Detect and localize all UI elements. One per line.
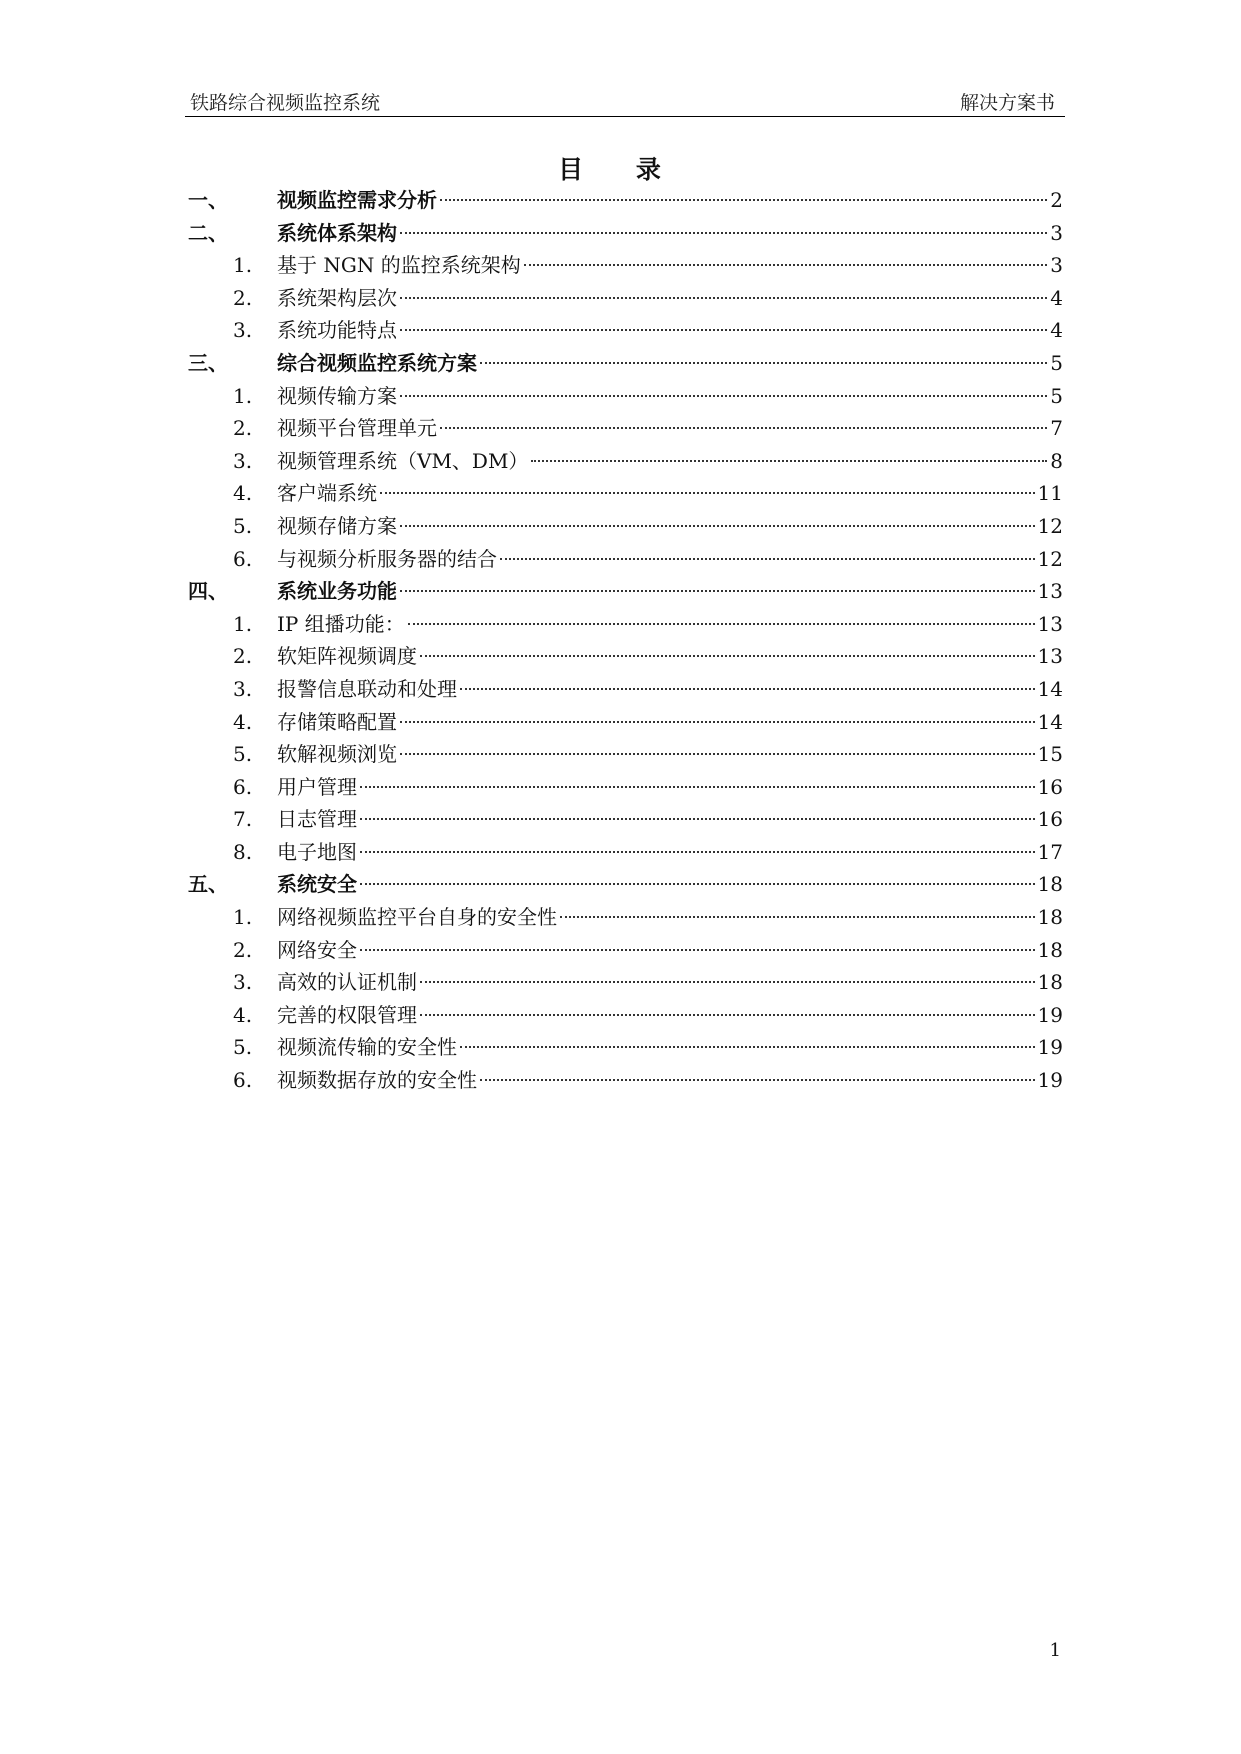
toc-entry-number: 2. [233, 416, 253, 441]
toc-entry-page-number: 5 [1050, 383, 1063, 408]
toc-entry-line [277, 738, 1063, 771]
toc-entry-page-number: 18 [1037, 937, 1063, 962]
toc-entry-line [277, 249, 1063, 282]
toc-dot-leader [360, 883, 1035, 885]
toc-chapter-entry[interactable] [188, 347, 1063, 380]
toc-entry-page-number: 14 [1037, 709, 1063, 734]
toc-entry-title: 高效的认证机制 [277, 970, 417, 995]
toc-entry-title: 系统功能特点 [277, 318, 397, 343]
toc-entry-line [277, 771, 1063, 804]
toc-entry-title: 网络安全 [277, 937, 357, 962]
toc-dot-leader [400, 329, 1047, 331]
toc-dot-leader [500, 558, 1035, 560]
toc-chapter-entry[interactable] [188, 575, 1063, 608]
toc-entry-number: 4. [233, 709, 253, 734]
toc-entry-number: 5. [233, 513, 253, 538]
toc-entry-page-number: 4 [1050, 318, 1063, 343]
toc-entry-number: 1. [233, 905, 253, 930]
toc-section-entry[interactable] [188, 934, 1063, 967]
toc-entry-page-number: 8 [1050, 448, 1063, 473]
toc-entry-number: 1. [233, 383, 253, 408]
toc-entry-number: 2. [233, 285, 253, 310]
toc-entry-line [277, 217, 1063, 250]
toc-entry-number: 1. [233, 253, 253, 278]
toc-entry-number: 二、 [188, 220, 228, 245]
toc-entry-title: 与视频分析服务器的结合 [277, 546, 497, 571]
toc-entry-page-number: 19 [1037, 1035, 1063, 1060]
toc-entry-title: 存储策略配置 [277, 709, 397, 734]
toc-entry-number: 五、 [188, 872, 228, 897]
toc-entry-number: 3. [233, 448, 253, 473]
toc-section-entry[interactable] [188, 314, 1063, 347]
toc-section-entry[interactable] [188, 412, 1063, 445]
toc-dot-leader [524, 264, 1048, 266]
toc-dot-leader [420, 655, 1035, 657]
toc-dot-leader [480, 1079, 1035, 1081]
toc-dot-leader [440, 427, 1047, 429]
toc-entry-line [277, 1064, 1063, 1097]
toc-entry-page-number: 13 [1037, 644, 1063, 669]
toc-section-entry[interactable] [188, 380, 1063, 413]
toc-entry-number: 三、 [188, 350, 228, 375]
toc-entry-page-number: 16 [1037, 807, 1063, 832]
toc-entry-line [277, 640, 1063, 673]
toc-entry-line [277, 803, 1063, 836]
toc-dot-leader [360, 818, 1035, 820]
toc-entry-line [277, 868, 1063, 901]
toc-section-entry[interactable] [188, 445, 1063, 478]
toc-dot-leader [460, 1046, 1035, 1048]
toc-entry-line [277, 706, 1063, 739]
toc-section-entry[interactable] [188, 771, 1063, 804]
toc-entry-title: 电子地图 [277, 839, 357, 864]
toc-chapter-entry[interactable] [188, 184, 1063, 217]
toc-entry-page-number: 13 [1037, 579, 1063, 604]
toc-section-entry[interactable] [188, 673, 1063, 706]
toc-entry-number: 3. [233, 676, 253, 701]
toc-entry-page-number: 15 [1037, 742, 1063, 767]
toc-section-entry[interactable] [188, 640, 1063, 673]
toc-entry-number: 2. [233, 644, 253, 669]
toc-entry-number: 5. [233, 742, 253, 767]
toc-section-entry[interactable] [188, 282, 1063, 315]
toc-section-entry[interactable] [188, 1031, 1063, 1064]
toc-entry-line [277, 934, 1063, 967]
table-of-contents [188, 184, 1063, 1097]
toc-entry-line [277, 380, 1063, 413]
toc-entry-line [277, 412, 1063, 445]
header-document-type: 解决方案书 [959, 92, 1055, 114]
toc-entry-number: 一、 [188, 188, 228, 212]
toc-section-entry[interactable] [188, 706, 1063, 739]
page-number: 1 [1049, 1640, 1061, 1661]
toc-entry-page-number: 4 [1050, 285, 1063, 310]
toc-dot-leader [420, 981, 1035, 983]
toc-entry-number: 1. [233, 611, 253, 636]
toc-entry-title: 综合视频监控系统方案 [277, 350, 477, 375]
toc-dot-leader [400, 753, 1035, 755]
toc-entry-page-number: 16 [1037, 774, 1063, 799]
toc-entry-title: 系统体系架构 [277, 220, 397, 245]
toc-entry-title: 基于 NGN 的监控系统架构 [277, 253, 521, 278]
toc-entry-page-number: 3 [1050, 253, 1063, 278]
toc-section-entry[interactable] [188, 999, 1063, 1032]
toc-dot-leader [531, 460, 1047, 462]
toc-dot-leader [400, 525, 1035, 527]
toc-entry-title: 视频传输方案 [277, 383, 397, 408]
toc-entry-line [277, 477, 1063, 510]
toc-entry-number: 四、 [188, 579, 228, 604]
toc-entry-line [277, 901, 1063, 934]
toc-entry-line [277, 673, 1063, 706]
toc-entry-page-number: 18 [1037, 905, 1063, 930]
toc-section-entry[interactable] [188, 608, 1063, 641]
toc-entry-page-number: 18 [1037, 872, 1063, 897]
toc-entry-line [277, 608, 1063, 641]
toc-entry-page-number: 12 [1037, 546, 1063, 571]
toc-entry-number: 8. [233, 839, 253, 864]
toc-entry-page-number: 3 [1050, 220, 1063, 245]
toc-entry-title: 系统安全 [277, 872, 357, 897]
toc-dot-leader [440, 199, 1047, 201]
toc-dot-leader [360, 786, 1035, 788]
toc-entry-number: 6. [233, 1068, 253, 1093]
toc-entry-line [277, 347, 1063, 380]
toc-dot-leader [460, 688, 1035, 690]
toc-dot-leader [400, 297, 1047, 299]
toc-entry-line [277, 1031, 1063, 1064]
toc-entry-number: 4. [233, 1002, 253, 1027]
toc-section-entry[interactable] [188, 477, 1063, 510]
toc-chapter-entry[interactable] [188, 217, 1063, 250]
toc-section-entry[interactable] [188, 249, 1063, 282]
toc-heading: 目 录 [558, 155, 683, 184]
toc-dot-leader [480, 362, 1047, 364]
toc-entry-line [277, 184, 1063, 217]
toc-dot-leader [560, 916, 1035, 918]
toc-entry-line [277, 510, 1063, 543]
toc-entry-title: 视频数据存放的安全性 [277, 1068, 477, 1093]
toc-dot-leader [408, 623, 1035, 625]
toc-entry-title: 软解视频浏览 [277, 742, 397, 767]
toc-dot-leader [400, 721, 1035, 723]
toc-entry-number: 3. [233, 318, 253, 343]
toc-entry-page-number: 19 [1037, 1002, 1063, 1027]
toc-section-entry[interactable] [188, 1064, 1063, 1097]
toc-entry-line [277, 999, 1063, 1032]
toc-entry-page-number: 13 [1037, 611, 1063, 636]
toc-entry-number: 7. [233, 807, 253, 832]
toc-entry-page-number: 18 [1037, 970, 1063, 995]
page-header [185, 88, 1065, 117]
toc-entry-number: 6. [233, 774, 253, 799]
toc-entry-title: 视频管理系统（VM、DM） [277, 448, 529, 473]
toc-dot-leader [360, 949, 1035, 951]
toc-section-entry[interactable] [188, 510, 1063, 543]
toc-dot-leader [380, 492, 1035, 494]
toc-entry-page-number: 2 [1050, 188, 1063, 212]
toc-entry-number: 4. [233, 481, 253, 506]
toc-section-entry[interactable] [188, 543, 1063, 576]
toc-section-entry[interactable] [188, 738, 1063, 771]
toc-entry-title: 用户管理 [277, 774, 357, 799]
toc-entry-line [277, 445, 1063, 478]
toc-section-entry[interactable] [188, 803, 1063, 836]
toc-entry-title: 视频存储方案 [277, 513, 397, 538]
toc-dot-leader [400, 232, 1047, 234]
toc-entry-number: 5. [233, 1035, 253, 1060]
toc-section-entry[interactable] [188, 836, 1063, 869]
toc-entry-line [277, 836, 1063, 869]
toc-entry-page-number: 7 [1050, 416, 1063, 441]
toc-entry-title: 视频流传输的安全性 [277, 1035, 457, 1060]
header-document-title: 铁路综合视频监控系统 [190, 92, 381, 114]
toc-section-entry[interactable] [188, 901, 1063, 934]
toc-entry-title: 客户端系统 [277, 481, 377, 506]
toc-entry-page-number: 14 [1037, 676, 1063, 701]
toc-entry-page-number: 19 [1037, 1068, 1063, 1093]
toc-entry-page-number: 5 [1050, 350, 1063, 375]
toc-entry-line [277, 575, 1063, 608]
toc-entry-title: 网络视频监控平台自身的安全性 [277, 905, 557, 930]
toc-dot-leader [400, 590, 1035, 592]
toc-entry-title: 软矩阵视频调度 [277, 644, 417, 669]
toc-entry-line [277, 966, 1063, 999]
toc-dot-leader [420, 1014, 1035, 1016]
toc-entry-title: 报警信息联动和处理 [277, 676, 457, 701]
toc-entry-number: 2. [233, 937, 253, 962]
toc-entry-page-number: 12 [1037, 513, 1063, 538]
toc-entry-title: 系统业务功能 [277, 579, 397, 604]
toc-entry-line [277, 314, 1063, 347]
toc-section-entry[interactable] [188, 966, 1063, 999]
toc-entry-page-number: 11 [1037, 481, 1063, 506]
toc-entry-title: 视频平台管理单元 [277, 416, 437, 441]
toc-chapter-entry[interactable] [188, 868, 1063, 901]
toc-entry-page-number: 17 [1037, 839, 1063, 864]
toc-entry-title: IP 组播功能： [277, 611, 405, 636]
toc-entry-title: 日志管理 [277, 807, 357, 832]
toc-entry-title: 完善的权限管理 [277, 1002, 417, 1027]
toc-entry-number: 3. [233, 970, 253, 995]
toc-dot-leader [400, 395, 1047, 397]
toc-entry-title: 视频监控需求分析 [277, 188, 437, 212]
toc-entry-title: 系统架构层次 [277, 285, 397, 310]
toc-entry-line [277, 282, 1063, 315]
toc-entry-line [277, 543, 1063, 576]
toc-dot-leader [360, 851, 1035, 853]
toc-entry-number: 6. [233, 546, 253, 571]
